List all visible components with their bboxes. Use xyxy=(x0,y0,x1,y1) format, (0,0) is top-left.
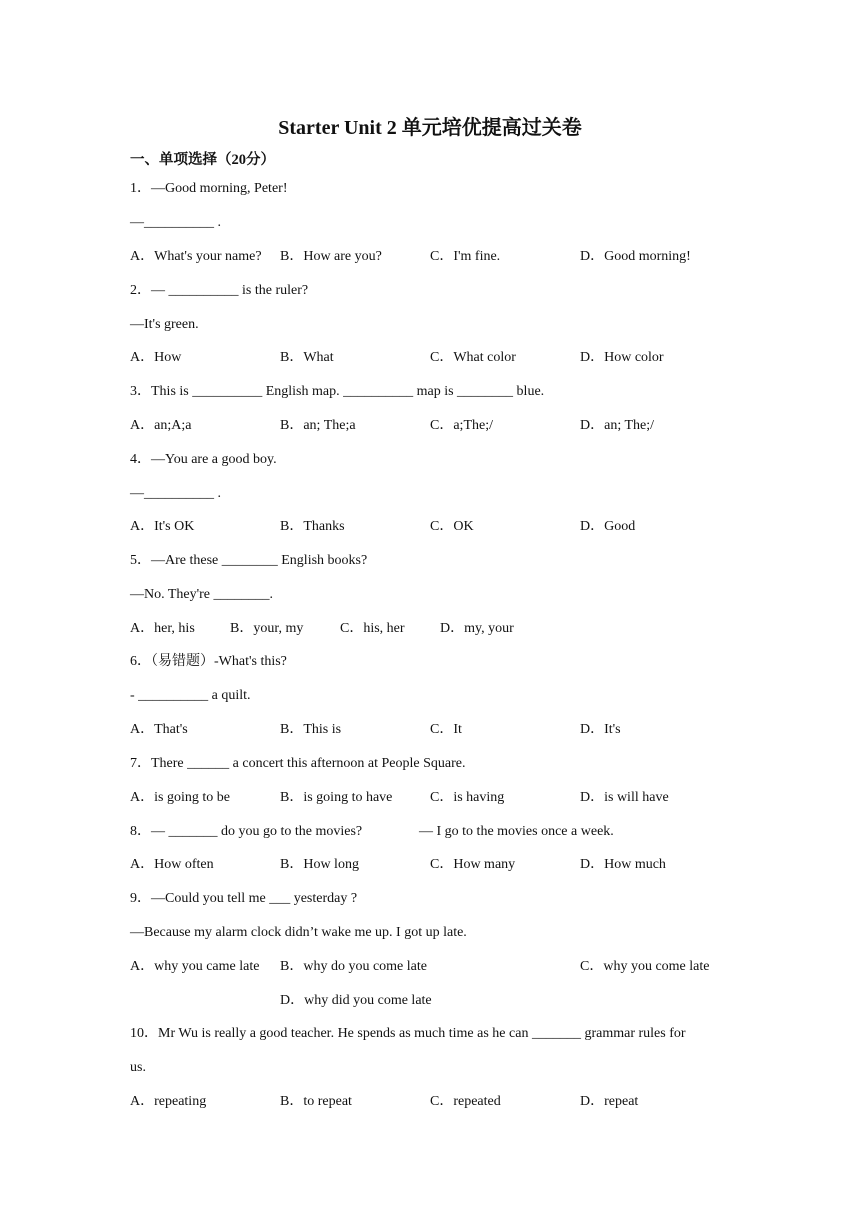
question-1-option-d[interactable]: D．Good morning! xyxy=(580,249,691,264)
question-9-option-d[interactable]: D．why did you come late xyxy=(280,993,432,1008)
question-7-stem: 7．There ______ a concert this afternoon at People Square. xyxy=(130,756,466,771)
question-10-stem: 10．Mr Wu is really a good teacher. He spends as much time as he can _______ grammar rules for xyxy=(130,1026,686,1041)
question-9-answer-line: —Because my alarm clock didn’t wake me up. I got up late. xyxy=(130,925,467,940)
question-5-option-a[interactable]: A．her, his xyxy=(130,621,195,636)
question-2-option-c[interactable]: C．What color xyxy=(430,350,516,365)
question-10-option-b[interactable]: B．to repeat xyxy=(280,1094,352,1109)
question-7-option-a[interactable]: A．is going to be xyxy=(130,790,230,805)
page-title: Starter Unit 2 单元培优提高过关卷 xyxy=(278,117,582,139)
question-9-option-b[interactable]: B．why do you come late xyxy=(280,959,427,974)
question-4-answer-line: —__________ . xyxy=(130,486,221,501)
question-2-option-d[interactable]: D．How color xyxy=(580,350,664,365)
question-4-option-b[interactable]: B．Thanks xyxy=(280,519,345,534)
question-5-option-b[interactable]: B．your, my xyxy=(230,621,304,636)
section-heading: 一、单项选择（20分） xyxy=(130,152,275,168)
question-3-option-b[interactable]: B．an; The;a xyxy=(280,418,356,433)
question-3-option-c[interactable]: C．a;The;/ xyxy=(430,418,493,433)
question-4-option-a[interactable]: A．It's OK xyxy=(130,519,195,534)
question-5-answer-line: —No. They're ________. xyxy=(130,587,274,602)
question-4-stem: 4．—You are a good boy. xyxy=(130,452,277,467)
question-2-answer-line: —It's green. xyxy=(130,317,199,332)
question-6-option-a[interactable]: A．That's xyxy=(130,722,188,737)
question-9-stem: 9．—Could you tell me ___ yesterday ? xyxy=(130,891,358,906)
question-6-answer-line: - __________ a quilt. xyxy=(130,688,251,703)
question-1-option-a[interactable]: A．What's your name? xyxy=(130,249,262,264)
question-8-option-b[interactable]: B．How long xyxy=(280,857,359,872)
question-6-stem: 6．（易错题）-What's this? xyxy=(130,654,287,669)
question-2-stem: 2．— __________ is the ruler? xyxy=(130,283,309,298)
question-3-option-d[interactable]: D．an; The;/ xyxy=(580,418,655,433)
question-10-option-c[interactable]: C．repeated xyxy=(430,1094,501,1109)
question-6-option-c[interactable]: C．It xyxy=(430,722,462,737)
question-8-reply: — I go to the movies once a week. xyxy=(419,824,614,839)
question-1-stem: 1．—Good morning, Peter! xyxy=(130,181,288,196)
question-1-answer-line: —__________ . xyxy=(130,215,221,230)
question-7-option-c[interactable]: C．is having xyxy=(430,790,505,805)
question-8-option-c[interactable]: C．How many xyxy=(430,857,516,872)
question-7-option-b[interactable]: B．is going to have xyxy=(280,790,393,805)
question-3-stem: 3．This is __________ English map. __________ map is ________ blue. xyxy=(130,384,545,399)
question-5-option-d[interactable]: D．my, your xyxy=(440,621,514,636)
question-6-option-b[interactable]: B．This is xyxy=(280,722,342,737)
question-2-option-b[interactable]: B．What xyxy=(280,350,334,365)
question-8-option-a[interactable]: A．How often xyxy=(130,857,214,872)
question-9-option-c[interactable]: C．why you come late xyxy=(580,959,710,974)
question-1-option-b[interactable]: B．How are you? xyxy=(280,249,382,264)
question-3-option-a[interactable]: A．an;A;a xyxy=(130,418,192,433)
question-5-stem: 5．—Are these ________ English books? xyxy=(130,553,368,568)
question-10-stem-continued: us. xyxy=(130,1060,146,1075)
question-6-option-d[interactable]: D．It's xyxy=(580,722,621,737)
question-1-option-c[interactable]: C．I'm fine. xyxy=(430,249,501,264)
question-9-option-a[interactable]: A．why you came late xyxy=(130,959,260,974)
question-4-option-c[interactable]: C．OK xyxy=(430,519,474,534)
question-8-stem: 8．— _______ do you go to the movies? xyxy=(130,824,363,839)
question-10-option-d[interactable]: D．repeat xyxy=(580,1094,639,1109)
question-8-option-d[interactable]: D．How much xyxy=(580,857,666,872)
question-10-option-a[interactable]: A．repeating xyxy=(130,1094,207,1109)
question-4-option-d[interactable]: D．Good xyxy=(580,519,636,534)
question-5-option-c[interactable]: C．his, her xyxy=(340,621,405,636)
question-2-option-a[interactable]: A．How xyxy=(130,350,182,365)
question-7-option-d[interactable]: D．is will have xyxy=(580,790,669,805)
